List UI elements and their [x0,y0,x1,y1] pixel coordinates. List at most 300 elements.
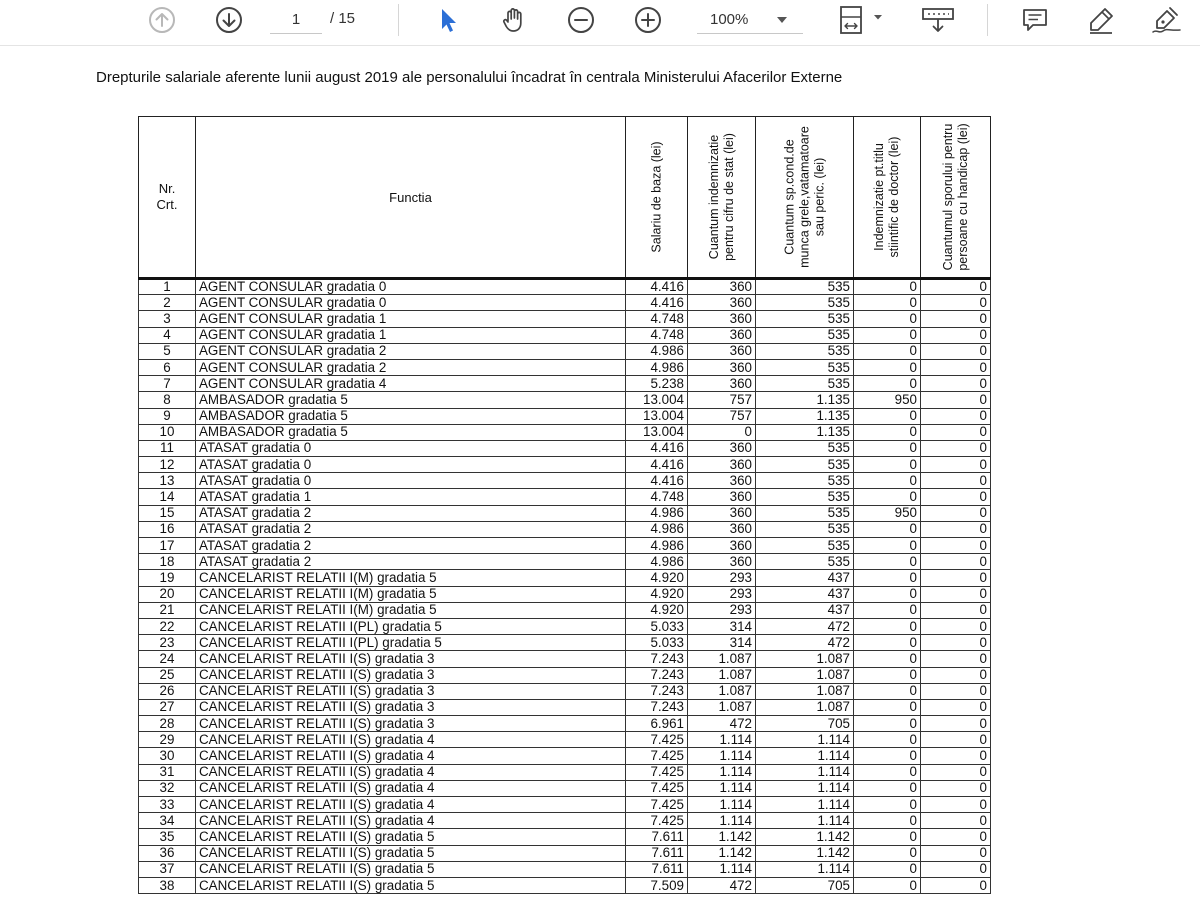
cell-spor: 1.114 [756,861,854,877]
cell-salariu: 4.748 [626,311,688,327]
cell-nr: 26 [139,683,196,699]
pdf-toolbar [0,0,1200,46]
cell-nr: 4 [139,327,196,343]
cell-functia: CANCELARIST RELATII I(M) gradatia 5 [196,570,626,586]
cell-spor: 1.114 [756,732,854,748]
cell-nr: 9 [139,408,196,424]
cell-functia: CANCELARIST RELATII I(S) gradatia 4 [196,764,626,780]
cell-salariu: 7.425 [626,732,688,748]
table-row [139,780,991,796]
table-row [139,699,991,715]
zoom-value: 100% [710,11,749,28]
cell-nr: 15 [139,505,196,521]
fit-page-icon [834,4,886,36]
cell-doctor: 0 [854,618,921,634]
cell-salariu: 4.748 [626,327,688,343]
cell-doctor: 0 [854,861,921,877]
cell-functia: AGENT CONSULAR gradatia 1 [196,311,626,327]
toolbar-divider [398,4,399,36]
cell-salariu: 4.986 [626,538,688,554]
cell-handicap: 0 [921,651,991,667]
select-tool-button[interactable] [430,4,466,36]
cell-handicap: 0 [921,457,991,473]
cell-spor: 705 [756,877,854,893]
cell-salariu: 4.920 [626,586,688,602]
cell-salariu: 4.986 [626,554,688,570]
cell-handicap: 0 [921,797,991,813]
cell-spor: 437 [756,586,854,602]
cell-salariu: 13.004 [626,408,688,424]
cell-salariu: 7.243 [626,651,688,667]
table-row [139,295,991,311]
cell-functia: CANCELARIST RELATII I(S) gradatia 3 [196,699,626,715]
cell-salariu: 4.986 [626,521,688,537]
cell-functia: CANCELARIST RELATII I(S) gradatia 4 [196,813,626,829]
hand-tool-icon [499,5,529,35]
select-cursor-icon [435,6,461,34]
cell-nr: 27 [139,699,196,715]
cell-handicap: 0 [921,279,991,295]
cell-nr: 38 [139,877,196,893]
cell-doctor: 0 [854,279,921,295]
table-row [139,424,991,440]
cell-nr: 30 [139,748,196,764]
cell-doctor: 0 [854,554,921,570]
cell-handicap: 0 [921,780,991,796]
cell-cifru: 360 [688,279,756,295]
cell-salariu: 5.238 [626,376,688,392]
cell-functia: CANCELARIST RELATII I(M) gradatia 5 [196,602,626,618]
cell-doctor: 0 [854,457,921,473]
cell-handicap: 0 [921,618,991,634]
cell-spor: 535 [756,295,854,311]
cell-salariu: 4.416 [626,440,688,456]
cell-spor: 705 [756,716,854,732]
cell-doctor: 0 [854,764,921,780]
cell-handicap: 0 [921,295,991,311]
cell-functia: AGENT CONSULAR gradatia 2 [196,359,626,375]
table-row [139,829,991,845]
cell-salariu: 7.425 [626,764,688,780]
cell-cifru: 360 [688,359,756,375]
cell-functia: ATASAT gradatia 2 [196,538,626,554]
cell-spor: 1.087 [756,683,854,699]
cell-functia: AGENT CONSULAR gradatia 0 [196,295,626,311]
cell-salariu: 7.509 [626,877,688,893]
cell-handicap: 0 [921,602,991,618]
cell-spor: 472 [756,635,854,651]
cell-spor: 535 [756,521,854,537]
scroll-mode-icon [920,5,956,35]
cell-cifru: 293 [688,602,756,618]
cell-doctor: 0 [854,813,921,829]
cell-functia: CANCELARIST RELATII I(S) gradatia 4 [196,797,626,813]
cell-spor: 437 [756,570,854,586]
cell-doctor: 950 [854,392,921,408]
cell-nr: 31 [139,764,196,780]
cell-spor: 535 [756,440,854,456]
cell-functia: ATASAT gradatia 0 [196,457,626,473]
cell-cifru: 1.087 [688,683,756,699]
header-salariu [626,117,688,279]
cell-cifru: 1.114 [688,861,756,877]
cell-nr: 25 [139,667,196,683]
table-row [139,651,991,667]
cell-salariu: 6.961 [626,716,688,732]
cell-functia: CANCELARIST RELATII I(S) gradatia 5 [196,877,626,893]
cell-salariu: 4.986 [626,343,688,359]
cell-functia: ATASAT gradatia 1 [196,489,626,505]
cell-doctor: 0 [854,667,921,683]
cell-functia: AGENT CONSULAR gradatia 1 [196,327,626,343]
cell-handicap: 0 [921,554,991,570]
table-row [139,813,991,829]
cell-handicap: 0 [921,764,991,780]
cell-handicap: 0 [921,440,991,456]
table-row [139,586,991,602]
cell-salariu: 7.611 [626,861,688,877]
cell-spor: 437 [756,602,854,618]
cell-handicap: 0 [921,877,991,893]
header-nr-crt [139,117,196,279]
cell-cifru: 293 [688,586,756,602]
cell-cifru: 1.114 [688,732,756,748]
cell-spor: 1.142 [756,845,854,861]
table-row [139,489,991,505]
cell-functia: ATASAT gradatia 2 [196,521,626,537]
cell-nr: 17 [139,538,196,554]
cell-cifru: 293 [688,570,756,586]
cell-doctor: 0 [854,829,921,845]
cell-functia: ATASAT gradatia 2 [196,505,626,521]
header-indemnizatie-doctor-label: Indemnizatie pt.titlu stiintific de doctor (lei) [872,136,901,258]
cell-doctor: 0 [854,683,921,699]
cell-nr: 23 [139,635,196,651]
cell-functia: CANCELARIST RELATII I(M) gradatia 5 [196,586,626,602]
cell-spor: 1.135 [756,408,854,424]
cell-doctor: 0 [854,424,921,440]
header-indemnizatie-doctor [854,117,921,279]
cell-cifru: 360 [688,521,756,537]
cell-salariu: 7.425 [626,813,688,829]
table-row [139,392,991,408]
cell-spor: 535 [756,279,854,295]
table-row [139,343,991,359]
cell-handicap: 0 [921,408,991,424]
cell-spor: 535 [756,554,854,570]
cell-cifru: 1.142 [688,845,756,861]
cell-handicap: 0 [921,861,991,877]
cell-doctor: 0 [854,376,921,392]
header-spor-handicap [921,117,991,279]
cell-handicap: 0 [921,505,991,521]
cell-cifru: 360 [688,311,756,327]
cell-functia: AGENT CONSULAR gradatia 4 [196,376,626,392]
cell-spor: 1.114 [756,813,854,829]
cell-nr: 5 [139,343,196,359]
cell-functia: ATASAT gradatia 2 [196,554,626,570]
cell-cifru: 360 [688,473,756,489]
cell-spor: 1.087 [756,699,854,715]
cell-salariu: 4.416 [626,295,688,311]
header-spor-handicap-label: Cuantumul sporului pentru persoane cu handicap (lei) [940,123,970,271]
cell-salariu: 4.986 [626,359,688,375]
cell-doctor: 0 [854,489,921,505]
cell-cifru: 1.114 [688,764,756,780]
cell-doctor: 0 [854,440,921,456]
cell-spor: 1.114 [756,748,854,764]
table-row [139,327,991,343]
cell-doctor: 0 [854,732,921,748]
cell-functia: AGENT CONSULAR gradatia 0 [196,279,626,295]
comment-button[interactable] [1017,4,1053,36]
cell-functia: CANCELARIST RELATII I(S) gradatia 3 [196,667,626,683]
cell-handicap: 0 [921,635,991,651]
cell-handicap: 0 [921,311,991,327]
cell-nr: 7 [139,376,196,392]
cell-nr: 19 [139,570,196,586]
zoom-select[interactable] [697,6,803,34]
cell-handicap: 0 [921,716,991,732]
table-row [139,408,991,424]
cell-salariu: 4.920 [626,602,688,618]
cell-cifru: 0 [688,424,756,440]
table-row [139,667,991,683]
cell-spor: 1.114 [756,764,854,780]
table-row [139,457,991,473]
cell-doctor: 0 [854,877,921,893]
cell-handicap: 0 [921,586,991,602]
cell-nr: 14 [139,489,196,505]
cell-handicap: 0 [921,424,991,440]
table-row [139,732,991,748]
cell-cifru: 360 [688,554,756,570]
cell-nr: 2 [139,295,196,311]
cell-nr: 13 [139,473,196,489]
cell-handicap: 0 [921,521,991,537]
cell-functia: AGENT CONSULAR gradatia 2 [196,343,626,359]
cell-nr: 10 [139,424,196,440]
toolbar-divider [987,4,988,36]
fit-page-button[interactable] [832,4,888,36]
cell-handicap: 0 [921,570,991,586]
cell-spor: 535 [756,359,854,375]
cell-nr: 18 [139,554,196,570]
cell-nr: 28 [139,716,196,732]
table-row [139,521,991,537]
table-row [139,618,991,634]
header-spor-conditii [756,117,854,279]
table-row [139,877,991,893]
cell-functia: CANCELARIST RELATII I(PL) gradatia 5 [196,618,626,634]
cell-cifru: 472 [688,877,756,893]
page-up-button[interactable] [144,4,180,36]
cell-spor: 1.142 [756,829,854,845]
header-spor-conditii-label: Cuantum sp.cond.de munca grele,vatamatoare sau peric. (lei) [782,126,826,268]
cell-handicap: 0 [921,845,991,861]
cell-cifru: 360 [688,505,756,521]
cell-cifru: 1.114 [688,813,756,829]
cell-functia: CANCELARIST RELATII I(S) gradatia 5 [196,845,626,861]
zoom-out-icon [566,5,596,35]
cell-doctor: 0 [854,311,921,327]
header-indemnizatie-cifru [688,117,756,279]
cell-spor: 1.135 [756,424,854,440]
highlight-pen-icon [1086,5,1116,35]
cell-doctor: 0 [854,359,921,375]
cell-functia: CANCELARIST RELATII I(S) gradatia 3 [196,716,626,732]
cell-salariu: 4.748 [626,489,688,505]
cell-cifru: 360 [688,489,756,505]
cell-doctor: 950 [854,505,921,521]
cell-spor: 535 [756,327,854,343]
cell-functia: AMBASADOR gradatia 5 [196,392,626,408]
table-row [139,538,991,554]
table-row [139,376,991,392]
cell-functia: CANCELARIST RELATII I(S) gradatia 4 [196,780,626,796]
page-number-input[interactable] [270,6,322,34]
sign-button[interactable] [1148,4,1184,36]
cell-doctor: 0 [854,651,921,667]
cell-spor: 1.087 [756,651,854,667]
cell-spor: 535 [756,343,854,359]
header-functia-label: Functia [389,189,432,205]
cell-spor: 1.087 [756,667,854,683]
cell-cifru: 1.142 [688,829,756,845]
cell-handicap: 0 [921,829,991,845]
table-row [139,554,991,570]
cell-doctor: 0 [854,797,921,813]
cell-salariu: 7.611 [626,829,688,845]
cell-doctor: 0 [854,586,921,602]
highlight-button[interactable] [1083,4,1119,36]
cell-nr: 21 [139,602,196,618]
cell-spor: 535 [756,376,854,392]
table-row [139,845,991,861]
cell-doctor: 0 [854,408,921,424]
cell-doctor: 0 [854,748,921,764]
cell-cifru: 360 [688,457,756,473]
cell-doctor: 0 [854,845,921,861]
page-up-icon [147,5,177,35]
cell-nr: 22 [139,618,196,634]
cell-spor: 535 [756,505,854,521]
cell-cifru: 1.087 [688,651,756,667]
cell-spor: 1.114 [756,797,854,813]
table-row [139,748,991,764]
cell-nr: 37 [139,861,196,877]
cell-salariu: 4.920 [626,570,688,586]
table-row [139,279,991,295]
cell-handicap: 0 [921,343,991,359]
table-row [139,683,991,699]
cell-salariu: 7.425 [626,780,688,796]
cell-handicap: 0 [921,489,991,505]
zoom-out-button[interactable] [563,4,599,36]
table-row [139,764,991,780]
cell-doctor: 0 [854,716,921,732]
cell-cifru: 360 [688,327,756,343]
cell-salariu: 13.004 [626,424,688,440]
zoom-in-icon [633,5,663,35]
zoom-in-button[interactable] [630,4,666,36]
cell-nr: 20 [139,586,196,602]
cell-functia: CANCELARIST RELATII I(PL) gradatia 5 [196,635,626,651]
cell-salariu: 4.986 [626,505,688,521]
cell-functia: AMBASADOR gradatia 5 [196,424,626,440]
cell-spor: 535 [756,489,854,505]
scroll-mode-button[interactable] [918,4,958,36]
cell-salariu: 7.243 [626,667,688,683]
cell-nr: 12 [139,457,196,473]
header-indemnizatie-cifru-label: Cuantum indemnizatie pentru cifru de stat (lei) [706,133,736,261]
cell-cifru: 360 [688,538,756,554]
salary-table-container [138,116,990,894]
cell-doctor: 0 [854,295,921,311]
cell-cifru: 1.114 [688,748,756,764]
cell-handicap: 0 [921,813,991,829]
cell-doctor: 0 [854,343,921,359]
cell-functia: CANCELARIST RELATII I(S) gradatia 3 [196,683,626,699]
cell-cifru: 360 [688,295,756,311]
cell-handicap: 0 [921,667,991,683]
cell-cifru: 1.114 [688,797,756,813]
hand-tool-button[interactable] [496,4,532,36]
cell-handicap: 0 [921,748,991,764]
cell-nr: 35 [139,829,196,845]
table-row [139,359,991,375]
cell-nr: 8 [139,392,196,408]
cell-spor: 535 [756,538,854,554]
cell-cifru: 314 [688,635,756,651]
cell-doctor: 0 [854,570,921,586]
cell-nr: 33 [139,797,196,813]
cell-functia: ATASAT gradatia 0 [196,473,626,489]
cell-cifru: 360 [688,440,756,456]
cell-cifru: 360 [688,343,756,359]
cell-spor: 535 [756,311,854,327]
cell-doctor: 0 [854,602,921,618]
cell-handicap: 0 [921,392,991,408]
table-row [139,716,991,732]
cell-doctor: 0 [854,699,921,715]
cell-spor: 472 [756,618,854,634]
cell-functia: AMBASADOR gradatia 5 [196,408,626,424]
cell-handicap: 0 [921,327,991,343]
cell-nr: 11 [139,440,196,456]
sign-icon [1150,5,1182,35]
page-down-button[interactable] [211,4,247,36]
cell-functia: CANCELARIST RELATII I(S) gradatia 5 [196,829,626,845]
cell-salariu: 7.425 [626,748,688,764]
cell-handicap: 0 [921,699,991,715]
cell-cifru: 1.087 [688,667,756,683]
table-row [139,440,991,456]
header-nr-label: Nr. Crt. [156,181,178,212]
cell-salariu: 4.416 [626,279,688,295]
cell-spor: 535 [756,457,854,473]
cell-spor: 535 [756,473,854,489]
cell-salariu: 7.611 [626,845,688,861]
cell-salariu: 5.033 [626,618,688,634]
cell-handicap: 0 [921,683,991,699]
table-row [139,861,991,877]
cell-salariu: 4.416 [626,473,688,489]
cell-spor: 1.114 [756,780,854,796]
cell-nr: 36 [139,845,196,861]
cell-nr: 29 [139,732,196,748]
cell-handicap: 0 [921,359,991,375]
